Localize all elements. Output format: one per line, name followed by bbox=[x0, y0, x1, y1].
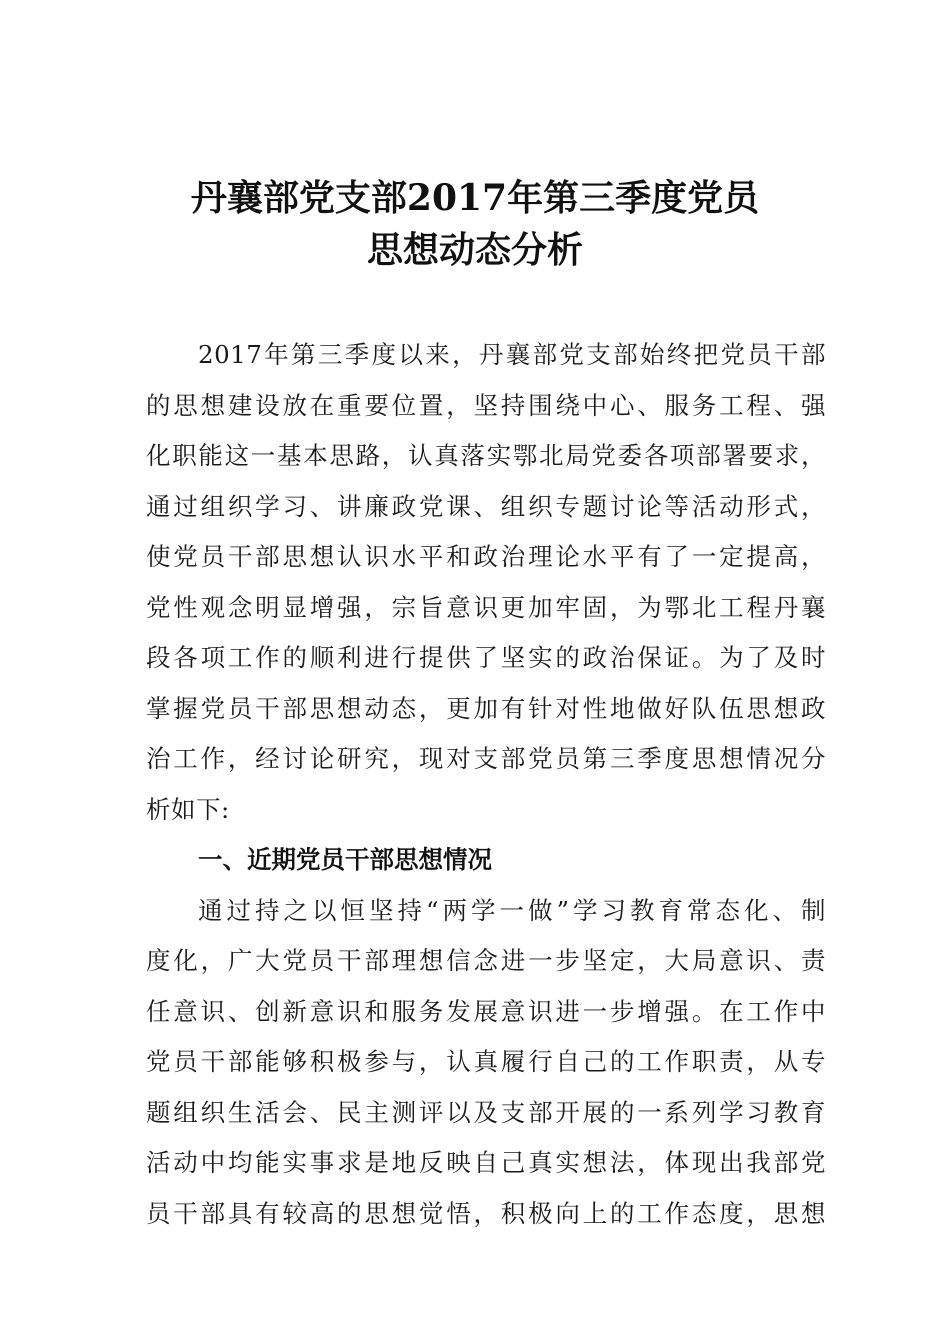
paragraph-line: 化职能这一基本思路，认真落实鄂北局党委各项部署要求， bbox=[146, 441, 826, 470]
paragraph-section1 bbox=[146, 886, 826, 1240]
paragraph-line: 治工作，经讨论研究，现对支部党员第三季度思想情况分 bbox=[146, 744, 826, 773]
document-title-line-2: 思想动态分析 bbox=[366, 229, 583, 271]
paragraph-line: 使党员干部思想认识水平和政治理论水平有了一定提高， bbox=[146, 542, 826, 571]
paragraph-line: 通过持之以恒坚持“两学一做”学习教育常态化、制 bbox=[198, 895, 826, 925]
document-title-line-1: 丹襄部党支部2017年第三季度党员 bbox=[190, 177, 760, 219]
paragraph-intro bbox=[146, 330, 826, 835]
paragraph-line: 掌握党员干部思想动态，更加有针对性地做好队伍思想政 bbox=[146, 693, 826, 723]
paragraph-line: 党员干部能够积极参与，认真履行自己的工作职责，从专 bbox=[146, 1047, 826, 1076]
paragraph-line: 员干部具有较高的思想觉悟，积极向上的工作态度，思想 bbox=[146, 1198, 826, 1228]
document-body bbox=[146, 330, 826, 1239]
paragraph-line: 活动中均能实事求是地反映自己真实想法，体现出我部党 bbox=[146, 1148, 826, 1177]
paragraph-line: 通过组织学习、讲廉政党课、组织专题讨论等活动形式， bbox=[146, 491, 826, 521]
paragraph-line: 2017年第三季度以来，丹襄部党支部始终把党员干部 bbox=[198, 340, 826, 369]
paragraph-line: 题组织生活会、民主测评以及支部开展的一系列学习教育 bbox=[146, 1097, 826, 1127]
paragraph-line: 析如下: bbox=[146, 794, 230, 824]
section-heading: 一、近期党员干部思想情况 bbox=[198, 845, 492, 874]
paragraph-line: 段各项工作的顺利进行提供了坚实的政治保证。为了及时 bbox=[146, 643, 826, 672]
paragraph-line: 党性观念明显增强，宗旨意识更加牢固，为鄂北工程丹襄 bbox=[146, 592, 826, 622]
paragraph-line: 任意识、创新意识和服务发展意识进一步增强。在工作中 bbox=[146, 996, 826, 1026]
paragraph-line: 度化，广大党员干部理想信念进一步坚定，大局意识、责 bbox=[146, 946, 826, 975]
paragraph-line: 的思想建设放在重要位置，坚持围绕中心、服务工程、强 bbox=[146, 390, 826, 420]
